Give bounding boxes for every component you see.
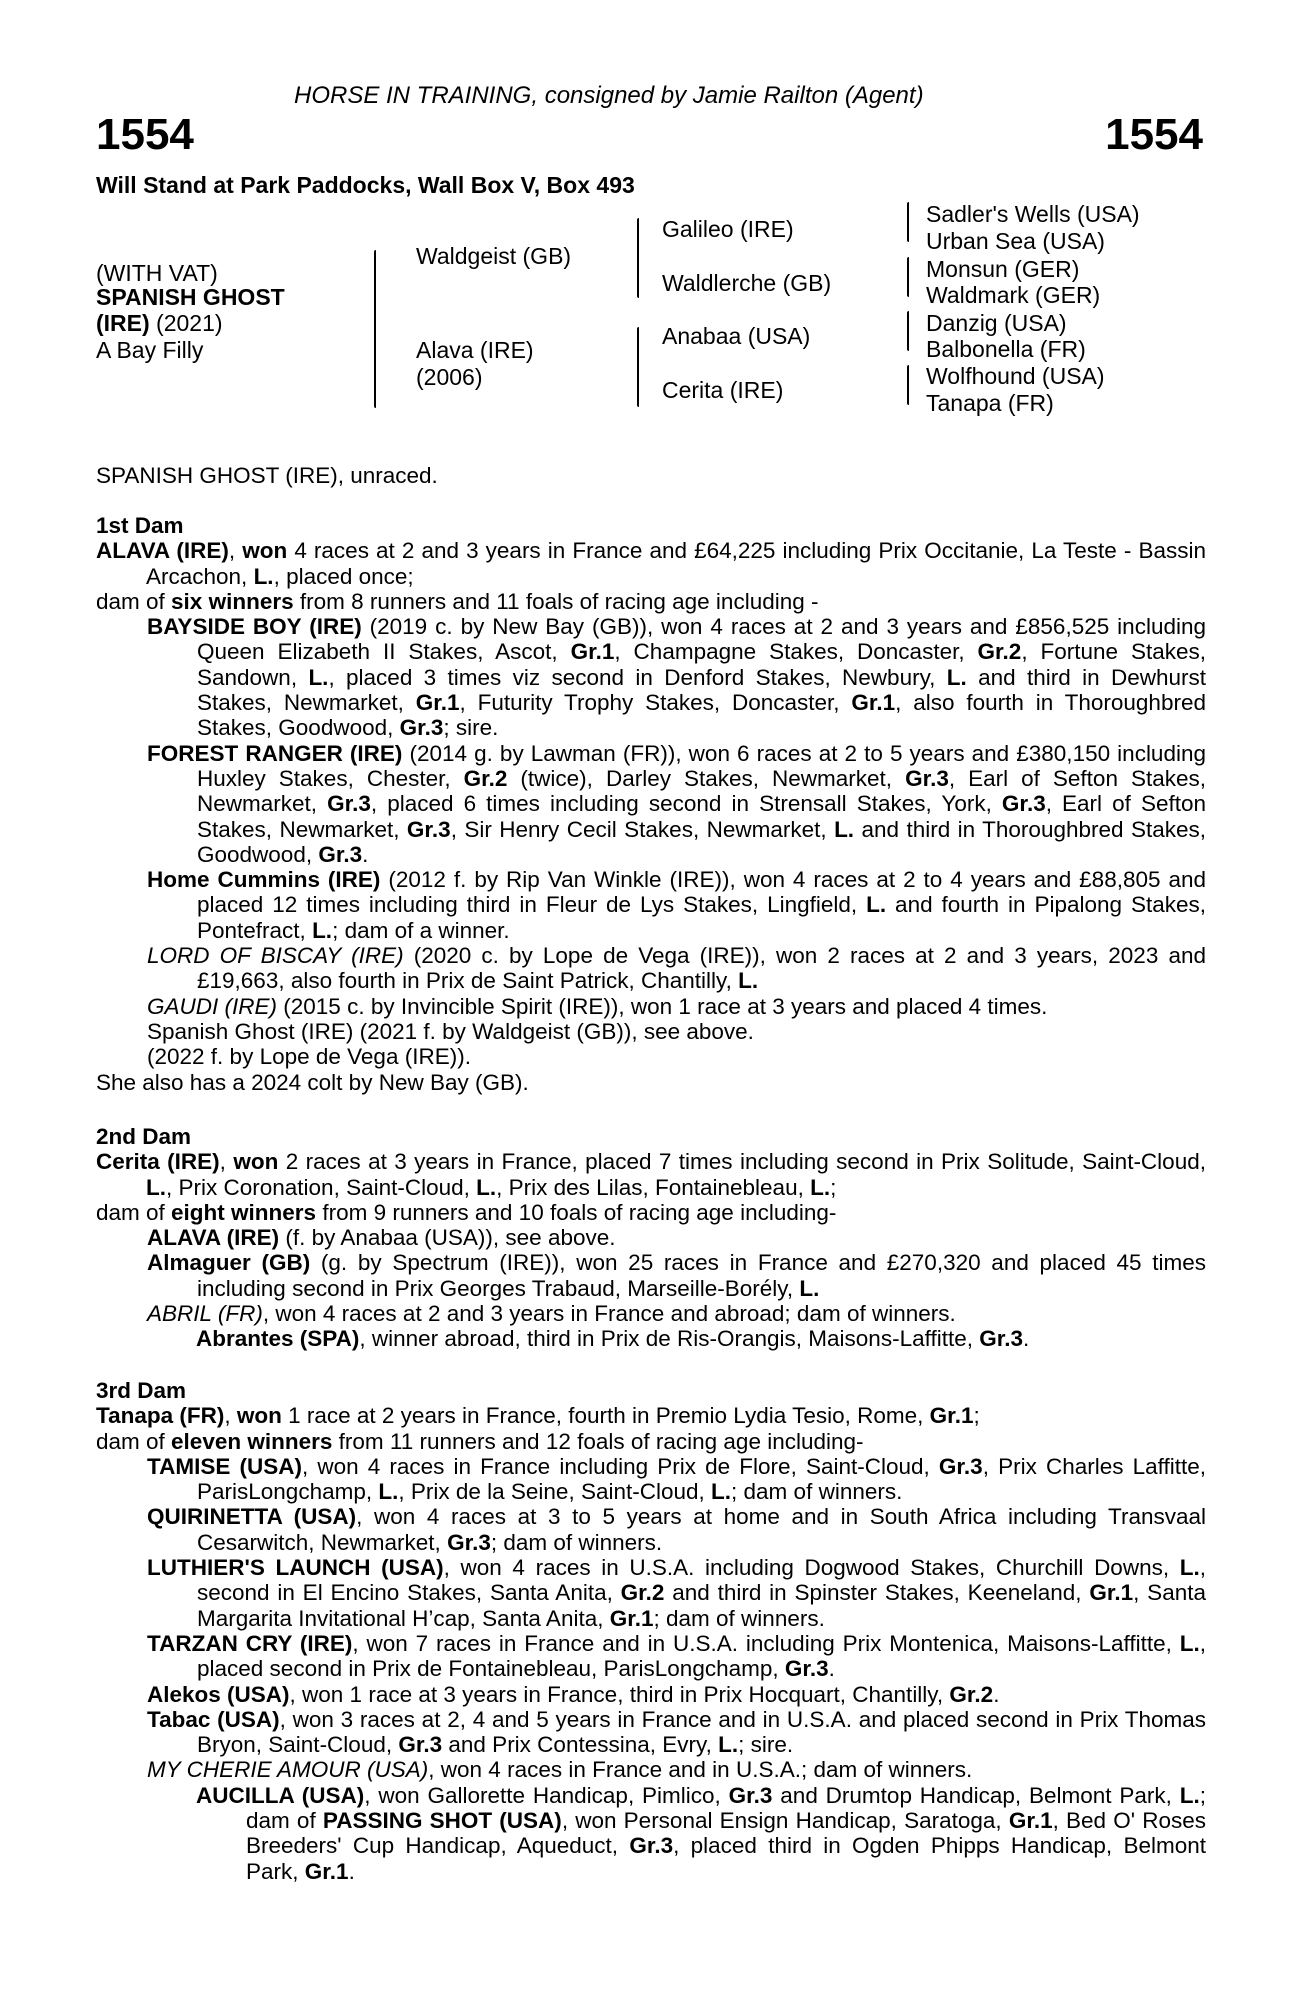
- gen2-sire-dam: Waldlerche (GB): [662, 270, 832, 296]
- gen3-5: Danzig (USA): [926, 310, 1067, 336]
- produce-2022: (2022 f. by Lope de Vega (IRE)).: [147, 1044, 471, 1070]
- second-dam-produce-summary: dam of eight winners from 9 runners and 10 foals of racing age including-: [96, 1199, 837, 1225]
- produce-alekos: Alekos (USA), won 1 race at 3 years in France, third in Prix Hocquart, Chantilly, Gr.2.: [147, 1681, 1000, 1707]
- gen3-bracket-3: [907, 311, 909, 351]
- produce-spanish-ghost: Spanish Ghost (IRE) (2021 f. by Waldgeist (GB)), see above.: [147, 1018, 754, 1044]
- second-dam-section: [96, 1124, 1206, 1352]
- first-dam-section: [96, 513, 1206, 1095]
- gen3-bracket-1: [907, 202, 909, 242]
- gen2-dam-dam: Cerita (IRE): [662, 377, 784, 403]
- produce-quirinetta: QUIRINETTA (USA), won 4 races at 3 to 5 years at home and in South Africa including Transvaal Cesarwitch, Newmarket, Gr.3; dam of winners.: [147, 1504, 1207, 1555]
- gen3-bracket-2: [907, 257, 909, 297]
- produce-almaguer: Almaguer (GB) (g. by Spectrum (IRE)), won 25 races in France and £270,320 and placed 45 times including second in Prix Georges Trabaud, Marseille-Borély, L.: [147, 1250, 1207, 1301]
- produce-lord-of-biscay: LORD OF BISCAY (IRE) (2020 c. by Lope de Vega (IRE)), won 2 races at 2 and 3 years, 2023 and £19,663, also fourth in Prix de Saint Patrick, Chantilly, L.: [147, 943, 1206, 994]
- gen3-7: Wolfhound (USA): [926, 363, 1105, 389]
- third-dam-record: Tanapa (FR), won 1 race at 2 years in France, fourth in Premio Lydia Tesio, Rome, Gr.1;: [96, 1403, 980, 1429]
- gen3-6: Balbonella (FR): [926, 336, 1086, 362]
- horse-name: SPANISH GHOST: [96, 284, 285, 310]
- dam: Alava (IRE): [416, 337, 534, 363]
- sire: Waldgeist (GB): [416, 243, 572, 269]
- gen2-sire-sire: Galileo (IRE): [662, 216, 794, 242]
- catalogue-subtitle: HORSE IN TRAINING, consigned by Jamie Railton (Agent): [294, 82, 924, 109]
- second-dam-heading: 2nd Dam: [96, 1124, 192, 1149]
- gen3-bracket-4: [907, 365, 909, 405]
- first-dam-heading: 1st Dam: [96, 513, 184, 538]
- gen3-2: Urban Sea (USA): [926, 228, 1105, 254]
- produce-abril: ABRIL (FR), won 4 races at 2 and 3 years in France and abroad; dam of winners.: [147, 1301, 956, 1327]
- race-record: SPANISH GHOST (IRE), unraced.: [96, 463, 438, 488]
- produce-bayside-boy: BAYSIDE BOY (IRE) (2019 c. by New Bay (GB)), won 4 races at 2 and 3 years and £856,525 including Queen Elizabeth II Stakes, Ascot, Gr.1, Champagne Stakes, Doncaster, Gr.2, Fortune Stakes, Sandown, L., placed 3 times viz second in Denford Stakes, Newbury, L. and third in Dewhurst Stakes, Newmarket, Gr.1, Futurity Trophy Stakes, Doncaster, Gr.1, also fourth in Thoroughbred Stakes, Goodwood, Gr.3; sire.: [147, 614, 1207, 741]
- third-dam-heading: 3rd Dam: [96, 1378, 187, 1403]
- produce-luthiers-launch: LUTHIER'S LAUNCH (USA), won 4 races in U.S.A. including Dogwood Stakes, Churchill Downs, L., second in El Encino Stakes, Santa Anita, Gr.2 and third in Spinster Stakes, Keeneland, Gr.1, Santa Margarita Invitational H’cap, Santa Anita, Gr.1; dam of winners.: [147, 1555, 1206, 1631]
- lot-number-left: 1554: [96, 110, 194, 159]
- gen3-1: Sadler's Wells (USA): [926, 201, 1140, 227]
- second-dam-record: Cerita (IRE), won 2 races at 3 years in France, placed 7 times including second in Prix Solitude, Saint-Cloud, L., Prix Coronation, Saint-Cloud, L., Prix des Lilas, Fontainebleau, L.;: [96, 1149, 1206, 1200]
- horse-suffix-year: (IRE) (2021): [96, 310, 223, 336]
- dam-line-bracket: [637, 327, 639, 407]
- dam-year: (2006): [416, 364, 483, 390]
- gen2-dam-sire: Anabaa (USA): [662, 323, 811, 349]
- sire-line-bracket: [637, 218, 639, 298]
- pedigree-bracket: [374, 250, 376, 408]
- gen3-3: Monsun (GER): [926, 256, 1080, 282]
- third-dam-produce-summary: dam of eleven winners from 11 runners and 12 foals of racing age including-: [96, 1428, 864, 1454]
- first-dam-produce-summary: dam of six winners from 8 runners and 11 foals of racing age including -: [96, 588, 819, 614]
- produce-gaudi: GAUDI (IRE) (2015 c. by Invincible Spirit (IRE)), won 1 race at 3 years and placed 4 times.: [147, 993, 1048, 1019]
- vat-note: (WITH VAT): [96, 260, 218, 286]
- lot-number-right: 1554: [1105, 110, 1203, 159]
- produce-tabac: Tabac (USA), won 3 races at 2, 4 and 5 years in France and in U.S.A. and placed second in Prix Thomas Bryon, Saint-Cloud, Gr.3 and Prix Contessina, Evry, L.; sire.: [147, 1706, 1206, 1758]
- produce-abrantes: Abrantes (SPA), winner abroad, third in Prix de Ris-Orangis, Maisons-Laffitte, Gr.3.: [196, 1326, 1030, 1352]
- produce-home-cummins: Home Cummins (IRE) (2012 f. by Rip Van Winkle (IRE)), won 4 races at 2 to 4 years and £88,805 and placed 12 times including third in Fleur de Lys Stakes, Lingfield, L. and fourth in Pipalong Stakes, Pontefract, L.; dam of a winner.: [147, 867, 1207, 943]
- produce-alava: ALAVA (IRE) (f. by Anabaa (USA)), see above.: [147, 1225, 616, 1251]
- gen3-8: Tanapa (FR): [926, 390, 1054, 416]
- first-dam-record: ALAVA (IRE), won 4 races at 2 and 3 years in France and £64,225 including Prix Occitanie, La Teste - Bassin Arcachon, L., placed once;: [96, 538, 1206, 589]
- horse-description: A Bay Filly: [96, 337, 204, 363]
- gen3-4: Waldmark (GER): [926, 282, 1101, 308]
- produce-aucilla: AUCILLA (USA), won Gallorette Handicap, Pimlico, Gr.3 and Drumtop Handicap, Belmont Park, L.; dam of PASSING SHOT (USA), won Personal Ensign Handicap, Saratoga, Gr.1, Bed O' Roses Breeders' Cup Handicap, Aqueduct, Gr.3, placed third in Ogden Phipps Handicap, Belmont Park, Gr.1.: [196, 1782, 1206, 1884]
- stand-location: Will Stand at Park Paddocks, Wall Box V, Box 493: [96, 172, 635, 198]
- produce-forest-ranger: FOREST RANGER (IRE) (2014 g. by Lawman (FR)), won 6 races at 2 to 5 years and £380,150 including Huxley Stakes, Chester, Gr.2 (twice), Darley Stakes, Newmarket, Gr.3, Earl of Sefton Stakes, Newmarket, Gr.3, placed 6 times including second in Strensall Stakes, York, Gr.3, Earl of Sefton Stakes, Newmarket, Gr.3, Sir Henry Cecil Stakes, Newmarket, L. and third in Thoroughbred Stakes, Goodwood, Gr.3.: [147, 740, 1206, 867]
- produce-tarzan-cry: TARZAN CRY (IRE), won 7 races in France and in U.S.A. including Prix Montenica, Maisons-Laffitte, L., placed second in Prix de Fontainebleau, ParisLongchamp, Gr.3.: [147, 1630, 1206, 1682]
- third-dam-section: [96, 1378, 1206, 1884]
- produce-my-cherie-amour: MY CHERIE AMOUR (USA), won 4 races in France and in U.S.A.; dam of winners.: [147, 1757, 973, 1783]
- produce-tamise: TAMISE (USA), won 4 races in France including Prix de Flore, Saint-Cloud, Gr.3, Prix Charles Laffitte, ParisLongchamp, L., Prix de la Seine, Saint-Cloud, L.; dam of winners.: [147, 1453, 1206, 1505]
- produce-2024: She also has a 2024 colt by New Bay (GB).: [96, 1069, 529, 1095]
